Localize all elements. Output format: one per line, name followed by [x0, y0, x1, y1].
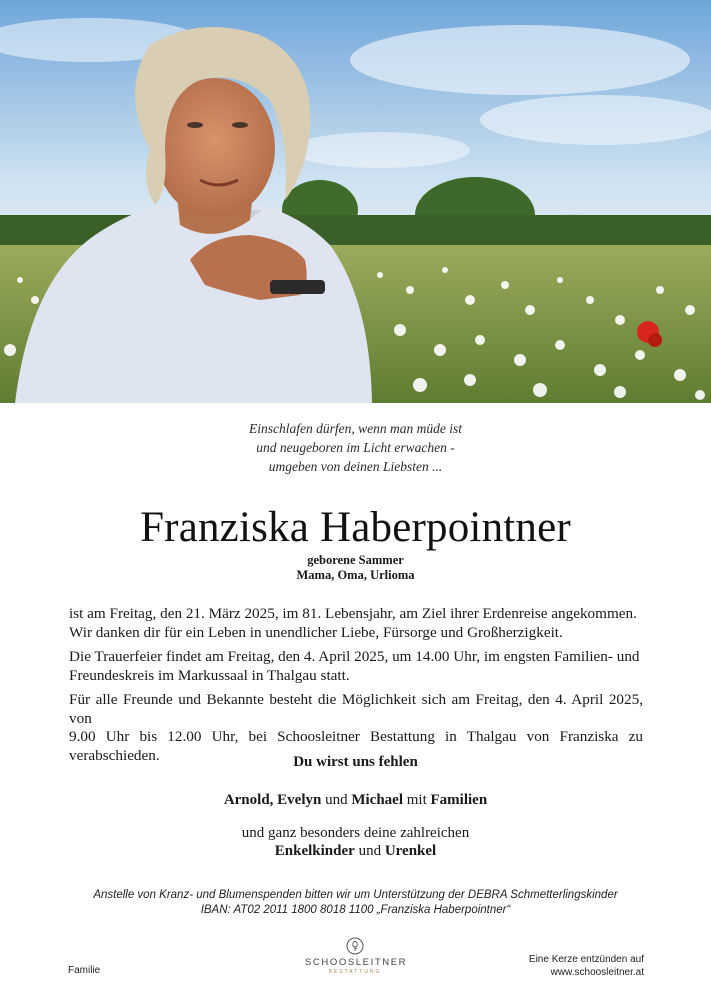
- grandchildren-label: Enkelkinder: [274, 843, 355, 859]
- separator: ,: [269, 792, 278, 808]
- rose-emblem-icon: [346, 937, 364, 955]
- paragraph-line: Freundeskreis im Markussaal in Thalgau statt.: [69, 666, 350, 684]
- special-mention: und ganz besonders deine zahlreichen: [241, 825, 470, 841]
- funeral-paragraph: [69, 648, 643, 685]
- connector: und: [354, 843, 385, 859]
- birth-name: geborene Sammer: [307, 553, 404, 567]
- paragraph-line: Für alle Freunde und Bekannte besteht die Möglichkeit sich am Freitag, den 4. April 2025, von: [69, 691, 643, 727]
- poem-line-3: umgeben von deinen Liebsten ...: [268, 459, 443, 474]
- logo-subtitle: BESTATTUNG: [328, 969, 382, 975]
- paragraph-line: Die Trauerfeier findet am Freitag, den 4. April 2025, um 14.00 Uhr, im engsten Familien- und: [69, 648, 640, 665]
- poem-line-2: und neugeboren im Licht erwachen -: [256, 440, 455, 455]
- portrait-photo: [0, 0, 711, 403]
- funeral-home-logo: [305, 937, 408, 975]
- family-roles: Mama, Oma, Urlioma: [296, 568, 415, 582]
- mourner-name: Evelyn: [277, 792, 322, 808]
- paragraph-line: Wir danken dir für ein Leben in unendlicher Liebe, Fürsorge und Großherzigkeit.: [69, 623, 563, 641]
- logo-name: SCHOOSLEITNER: [305, 957, 408, 968]
- grandchildren-line: [0, 841, 711, 861]
- announcement-paragraph: [69, 605, 643, 642]
- poem: [0, 419, 711, 476]
- candle-info: [529, 953, 644, 979]
- donation-note: Anstelle von Kranz- und Blumenspenden bitten wir um Unterstützung der DEBRA Schmetterlingskinder: [93, 889, 618, 901]
- paragraph-line: ist am Freitag, den 21. März 2025, im 81. Lebensjahr, am Ziel ihrer Erdenreise angekommen.: [69, 605, 637, 622]
- families-label: Familien: [430, 792, 488, 808]
- mourner-name: Arnold: [223, 792, 270, 808]
- family-line: [0, 790, 711, 810]
- deceased-name: Franziska Haberpointner: [140, 504, 571, 551]
- poem-line-1: Einschlafen dürfen, wenn man müde ist: [249, 421, 462, 436]
- candle-text: Eine Kerze entzünden auf: [528, 954, 644, 965]
- great-grandchildren-label: Urenkel: [384, 843, 437, 859]
- miss-you-heading: Du wirst uns fehlen: [293, 754, 418, 770]
- portrait-photo-icon: [0, 0, 711, 403]
- signature-family: Familie: [68, 965, 101, 976]
- connector: und: [321, 792, 352, 808]
- donation-iban: IBAN: AT02 2011 1800 8018 1100 „Franziska Haberpointner“: [200, 904, 511, 916]
- paragraph-line: 9.00 Uhr bis 12.00 Uhr, bei Schoosleitner Bestattung in Thalgau von Franziska zu verabschieden.: [69, 728, 643, 764]
- connector: mit: [403, 792, 431, 808]
- mourner-name: Michael: [351, 792, 403, 808]
- candle-website-link[interactable]: www.schoosleitner.at: [550, 967, 644, 978]
